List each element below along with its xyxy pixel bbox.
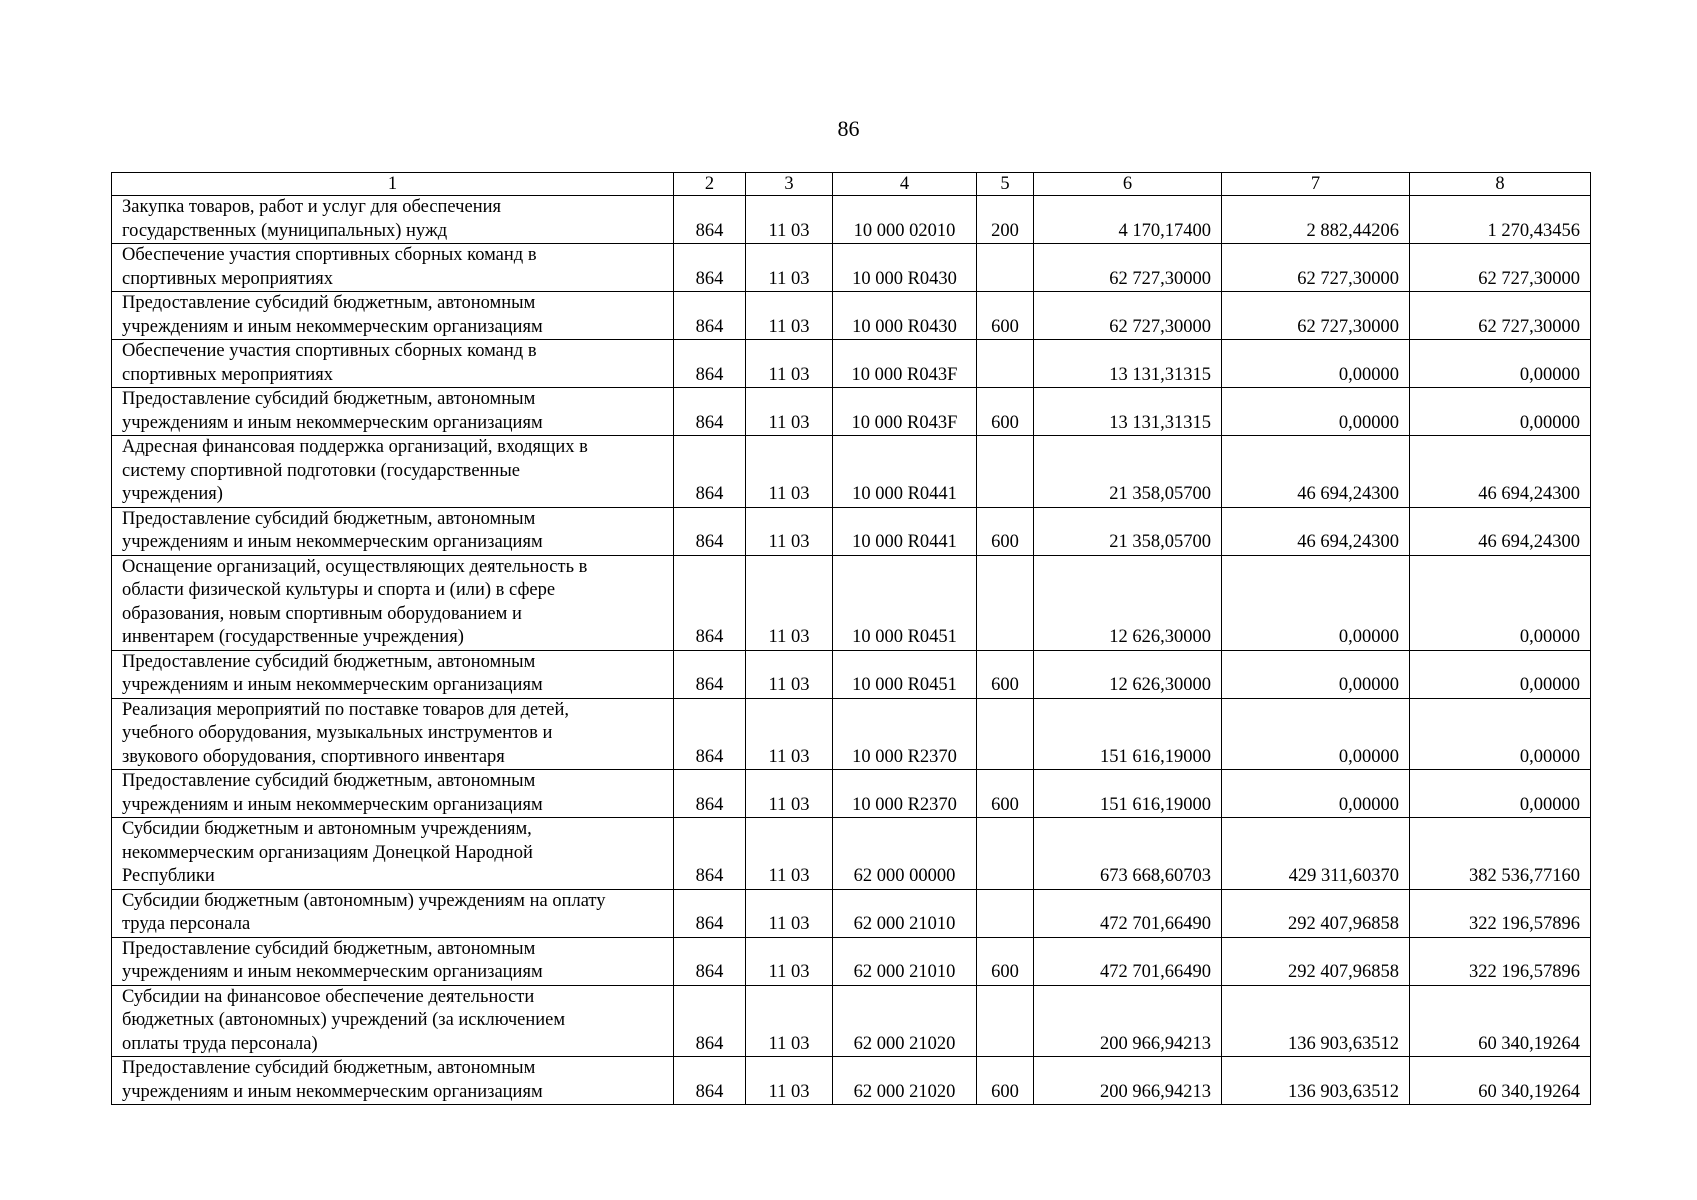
row-expense-type-cell: 600 [977, 770, 1034, 818]
table-row [112, 340, 1591, 388]
row-chapter-cell: 864 [674, 292, 746, 340]
row-chapter-cell: 864 [674, 196, 746, 244]
row-target-article-cell: 10 000 R0430 [833, 292, 977, 340]
row-chapter-cell: 864 [674, 507, 746, 555]
row-amount-7-cell: 136 903,63512 [1222, 985, 1410, 1057]
row-section-cell: 11 03 [746, 770, 833, 818]
row-chapter-cell: 864 [674, 388, 746, 436]
row-target-article-cell: 62 000 21020 [833, 1057, 977, 1105]
row-amount-8-cell: 322 196,57896 [1410, 889, 1591, 937]
table-row [112, 650, 1591, 698]
row-name-cell: Предоставление субсидий бюджетным, автономным учреждениям и иным некоммерческим организациям [112, 937, 674, 985]
row-amount-7-cell: 429 311,60370 [1222, 818, 1410, 890]
row-expense-type-cell [977, 985, 1034, 1057]
row-chapter-cell: 864 [674, 770, 746, 818]
row-amount-8-cell: 382 536,77160 [1410, 818, 1591, 890]
row-target-article-cell: 62 000 21010 [833, 937, 977, 985]
row-amount-6-cell: 151 616,19000 [1034, 770, 1222, 818]
row-name-cell: Предоставление субсидий бюджетным, автономным учреждениям и иным некоммерческим организациям [112, 1057, 674, 1105]
row-target-article-cell: 10 000 02010 [833, 196, 977, 244]
row-amount-6-cell: 12 626,30000 [1034, 650, 1222, 698]
budget-table [111, 172, 1591, 1105]
row-target-article-cell: 10 000 R043F [833, 388, 977, 436]
row-name-cell: Обеспечение участия спортивных сборных команд в спортивных мероприятиях [112, 340, 674, 388]
row-section-cell: 11 03 [746, 292, 833, 340]
row-amount-6-cell: 62 727,30000 [1034, 292, 1222, 340]
row-amount-6-cell: 472 701,66490 [1034, 889, 1222, 937]
table-row [112, 937, 1591, 985]
row-amount-8-cell: 60 340,19264 [1410, 1057, 1591, 1105]
row-target-article-cell: 10 000 R0441 [833, 436, 977, 508]
row-name-cell: Субсидии на финансовое обеспечение деятельности бюджетных (автономных) учреждений (за исключением оплаты труда персонала) [112, 985, 674, 1057]
row-section-cell: 11 03 [746, 650, 833, 698]
row-name-cell: Предоставление субсидий бюджетным, автономным учреждениям и иным некоммерческим организациям [112, 507, 674, 555]
row-expense-type-cell [977, 698, 1034, 770]
row-target-article-cell: 62 000 21010 [833, 889, 977, 937]
row-amount-8-cell: 1 270,43456 [1410, 196, 1591, 244]
row-target-article-cell: 10 000 R0441 [833, 507, 977, 555]
row-section-cell: 11 03 [746, 818, 833, 890]
row-expense-type-cell: 600 [977, 388, 1034, 436]
row-amount-8-cell: 46 694,24300 [1410, 436, 1591, 508]
row-chapter-cell: 864 [674, 650, 746, 698]
row-amount-7-cell: 0,00000 [1222, 555, 1410, 650]
row-expense-type-cell [977, 555, 1034, 650]
row-chapter-cell: 864 [674, 340, 746, 388]
table-row [112, 818, 1591, 890]
table-row [112, 1057, 1591, 1105]
row-chapter-cell: 864 [674, 1057, 746, 1105]
row-section-cell: 11 03 [746, 196, 833, 244]
row-section-cell: 11 03 [746, 507, 833, 555]
row-chapter-cell: 864 [674, 818, 746, 890]
row-chapter-cell: 864 [674, 985, 746, 1057]
row-name-cell: Предоставление субсидий бюджетным, автономным учреждениям и иным некоммерческим организациям [112, 650, 674, 698]
row-section-cell: 11 03 [746, 555, 833, 650]
row-expense-type-cell: 600 [977, 507, 1034, 555]
row-chapter-cell: 864 [674, 555, 746, 650]
row-target-article-cell: 62 000 00000 [833, 818, 977, 890]
row-amount-7-cell: 292 407,96858 [1222, 937, 1410, 985]
row-expense-type-cell: 600 [977, 1057, 1034, 1105]
table-row [112, 985, 1591, 1057]
row-expense-type-cell [977, 244, 1034, 292]
row-amount-7-cell: 0,00000 [1222, 698, 1410, 770]
row-amount-7-cell: 62 727,30000 [1222, 244, 1410, 292]
row-amount-8-cell: 60 340,19264 [1410, 985, 1591, 1057]
row-name-cell: Предоставление субсидий бюджетным, автономным учреждениям и иным некоммерческим организациям [112, 292, 674, 340]
row-amount-6-cell: 21 358,05700 [1034, 436, 1222, 508]
row-amount-8-cell: 0,00000 [1410, 770, 1591, 818]
row-section-cell: 11 03 [746, 985, 833, 1057]
row-name-cell: Предоставление субсидий бюджетным, автономным учреждениям и иным некоммерческим организациям [112, 388, 674, 436]
row-chapter-cell: 864 [674, 244, 746, 292]
row-expense-type-cell [977, 818, 1034, 890]
row-amount-8-cell: 0,00000 [1410, 650, 1591, 698]
row-amount-6-cell: 13 131,31315 [1034, 388, 1222, 436]
row-amount-7-cell: 0,00000 [1222, 340, 1410, 388]
row-name-cell: Закупка товаров, работ и услуг для обеспечения государственных (муниципальных) нужд [112, 196, 674, 244]
row-amount-8-cell: 0,00000 [1410, 555, 1591, 650]
row-chapter-cell: 864 [674, 889, 746, 937]
row-amount-6-cell: 151 616,19000 [1034, 698, 1222, 770]
header-cell-8: 8 [1410, 173, 1591, 196]
row-amount-6-cell: 673 668,60703 [1034, 818, 1222, 890]
row-amount-6-cell: 472 701,66490 [1034, 937, 1222, 985]
row-amount-7-cell: 0,00000 [1222, 650, 1410, 698]
table-row [112, 292, 1591, 340]
row-name-cell: Реализация мероприятий по поставке товаров для детей, учебного оборудования, музыкальных инструментов и звукового оборудования, спортивного инвентаря [112, 698, 674, 770]
header-cell-5: 5 [977, 173, 1034, 196]
row-section-cell: 11 03 [746, 937, 833, 985]
row-target-article-cell: 10 000 R0451 [833, 555, 977, 650]
table-row [112, 507, 1591, 555]
row-target-article-cell: 10 000 R2370 [833, 770, 977, 818]
row-amount-8-cell: 62 727,30000 [1410, 244, 1591, 292]
header-cell-1: 1 [112, 173, 674, 196]
row-amount-7-cell: 46 694,24300 [1222, 436, 1410, 508]
row-name-cell: Адресная финансовая поддержка организаций, входящих в систему спортивной подготовки (государственные учреждения) [112, 436, 674, 508]
row-expense-type-cell: 200 [977, 196, 1034, 244]
row-target-article-cell: 10 000 R0451 [833, 650, 977, 698]
row-amount-6-cell: 200 966,94213 [1034, 985, 1222, 1057]
row-chapter-cell: 864 [674, 698, 746, 770]
row-expense-type-cell [977, 436, 1034, 508]
row-section-cell: 11 03 [746, 340, 833, 388]
header-cell-4: 4 [833, 173, 977, 196]
row-target-article-cell: 10 000 R0430 [833, 244, 977, 292]
row-expense-type-cell: 600 [977, 292, 1034, 340]
table-header-row [112, 173, 1591, 196]
table-row [112, 698, 1591, 770]
row-section-cell: 11 03 [746, 1057, 833, 1105]
row-amount-8-cell: 322 196,57896 [1410, 937, 1591, 985]
row-amount-7-cell: 62 727,30000 [1222, 292, 1410, 340]
row-amount-8-cell: 0,00000 [1410, 698, 1591, 770]
row-section-cell: 11 03 [746, 244, 833, 292]
table-row [112, 555, 1591, 650]
table-row [112, 436, 1591, 508]
header-cell-2: 2 [674, 173, 746, 196]
row-amount-7-cell: 2 882,44206 [1222, 196, 1410, 244]
table-row [112, 196, 1591, 244]
row-chapter-cell: 864 [674, 436, 746, 508]
row-amount-8-cell: 46 694,24300 [1410, 507, 1591, 555]
row-amount-8-cell: 62 727,30000 [1410, 292, 1591, 340]
row-name-cell: Оснащение организаций, осуществляющих деятельность в области физической культуры и спорта и (или) в сфере образования, новым спортивным оборудованием и инвентарем (государственные учреждения) [112, 555, 674, 650]
page-number: 86 [837, 116, 860, 141]
row-amount-7-cell: 0,00000 [1222, 388, 1410, 436]
row-expense-type-cell [977, 889, 1034, 937]
row-amount-7-cell: 136 903,63512 [1222, 1057, 1410, 1105]
row-amount-7-cell: 292 407,96858 [1222, 889, 1410, 937]
row-section-cell: 11 03 [746, 388, 833, 436]
row-expense-type-cell [977, 340, 1034, 388]
row-amount-6-cell: 13 131,31315 [1034, 340, 1222, 388]
row-amount-6-cell: 4 170,17400 [1034, 196, 1222, 244]
row-amount-6-cell: 62 727,30000 [1034, 244, 1222, 292]
row-amount-6-cell: 200 966,94213 [1034, 1057, 1222, 1105]
row-amount-6-cell: 21 358,05700 [1034, 507, 1222, 555]
row-name-cell: Обеспечение участия спортивных сборных команд в спортивных мероприятиях [112, 244, 674, 292]
row-amount-8-cell: 0,00000 [1410, 340, 1591, 388]
table-body [112, 173, 1591, 1105]
row-expense-type-cell: 600 [977, 937, 1034, 985]
table-row [112, 388, 1591, 436]
row-name-cell: Предоставление субсидий бюджетным, автономным учреждениям и иным некоммерческим организациям [112, 770, 674, 818]
table-row [112, 889, 1591, 937]
table-row [112, 770, 1591, 818]
row-chapter-cell: 864 [674, 937, 746, 985]
header-cell-7: 7 [1222, 173, 1410, 196]
table-row [112, 244, 1591, 292]
row-amount-6-cell: 12 626,30000 [1034, 555, 1222, 650]
row-section-cell: 11 03 [746, 698, 833, 770]
row-amount-7-cell: 46 694,24300 [1222, 507, 1410, 555]
row-name-cell: Субсидии бюджетным и автономным учреждениям, некоммерческим организациям Донецкой Народной Республики [112, 818, 674, 890]
row-expense-type-cell: 600 [977, 650, 1034, 698]
row-amount-7-cell: 0,00000 [1222, 770, 1410, 818]
row-target-article-cell: 10 000 R043F [833, 340, 977, 388]
row-target-article-cell: 10 000 R2370 [833, 698, 977, 770]
row-section-cell: 11 03 [746, 436, 833, 508]
row-section-cell: 11 03 [746, 889, 833, 937]
row-name-cell: Субсидии бюджетным (автономным) учреждениям на оплату труда персонала [112, 889, 674, 937]
header-cell-6: 6 [1034, 173, 1222, 196]
row-amount-8-cell: 0,00000 [1410, 388, 1591, 436]
row-target-article-cell: 62 000 21020 [833, 985, 977, 1057]
header-cell-3: 3 [746, 173, 833, 196]
